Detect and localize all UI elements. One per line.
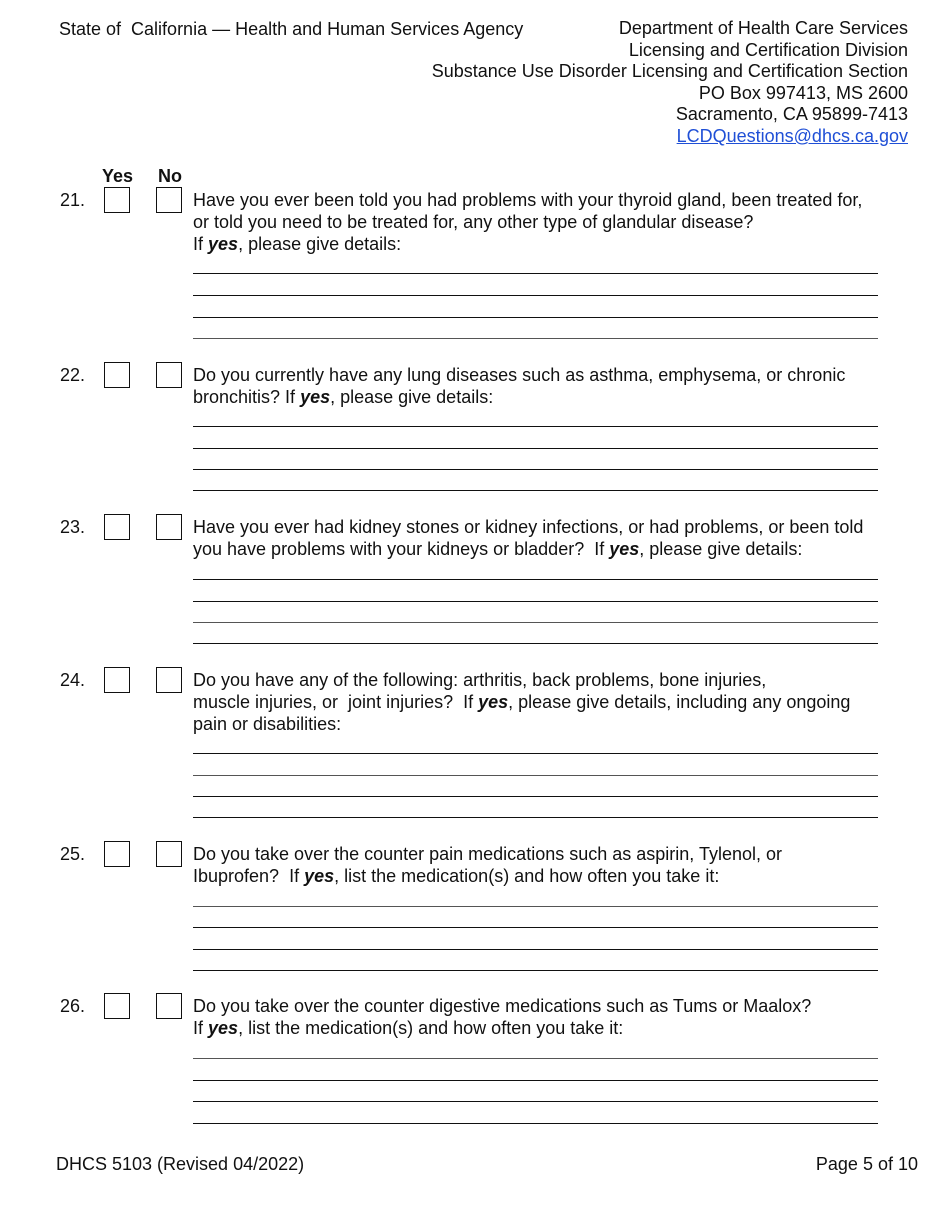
text-segment: , please give details:	[639, 539, 803, 559]
answer-line[interactable]	[193, 426, 878, 427]
yes-emphasis: yes	[304, 866, 335, 886]
text-segment: Have you ever had kidney stones or kidney infections, or had problems, or been told	[193, 517, 864, 537]
answer-line[interactable]	[193, 338, 878, 339]
no-checkbox[interactable]	[156, 514, 182, 540]
yes-column-heading: Yes	[102, 166, 134, 186]
agency-title: State of California — Health and Human Services Agency	[59, 19, 524, 39]
text-segment: Do you take over the counter digestive medications such as Tums or Maalox?	[193, 996, 812, 1016]
no-checkbox[interactable]	[156, 993, 182, 1019]
yes-emphasis: yes	[609, 539, 640, 559]
text-segment: or told you need to be treated for, any other type of glandular disease?	[193, 212, 754, 232]
answer-line[interactable]	[193, 906, 878, 907]
answer-line[interactable]	[193, 1101, 878, 1102]
text-segment: Do you have any of the following: arthritis, back problems, bone injuries,	[193, 670, 767, 690]
question-text	[193, 189, 893, 255]
yes-emphasis: yes	[208, 234, 239, 254]
question-text-line	[193, 713, 893, 735]
yes-emphasis: yes	[300, 387, 331, 407]
question-text-line	[193, 211, 893, 233]
question-text	[193, 364, 893, 408]
no-checkbox[interactable]	[156, 187, 182, 213]
text-segment: , please give details:	[238, 234, 402, 254]
question-text-line	[193, 538, 893, 560]
text-segment: Have you ever been told you had problems with your thyroid gland, been treated for,	[193, 190, 863, 210]
question-number: 23.	[60, 517, 86, 537]
yes-checkbox[interactable]	[104, 187, 130, 213]
question-text-line	[193, 691, 893, 713]
po-box: PO Box 997413, MS 2600	[698, 82, 908, 103]
question-text-line	[193, 516, 893, 538]
department-name: Department of Health Care Services	[618, 18, 908, 38]
question-text-line	[193, 386, 893, 408]
yes-emphasis: yes	[208, 1018, 239, 1038]
question-number: 22.	[60, 365, 86, 385]
answer-line[interactable]	[193, 490, 878, 491]
question-number: 21.	[60, 190, 86, 210]
text-segment: If	[193, 1018, 209, 1038]
text-segment: , please give details, including any ongoing	[508, 692, 851, 712]
department-address-block	[432, 18, 908, 148]
answer-line[interactable]	[193, 579, 878, 580]
answer-line[interactable]	[193, 469, 878, 470]
question-text-line	[193, 1017, 893, 1039]
question-text	[193, 669, 893, 735]
form-id: DHCS 5103 (Revised 04/2022)	[56, 1154, 305, 1174]
answer-line[interactable]	[193, 273, 878, 274]
question-text-line	[193, 843, 893, 865]
question-text	[193, 516, 893, 560]
no-checkbox[interactable]	[156, 667, 182, 693]
answer-line[interactable]	[193, 643, 878, 644]
text-segment: bronchitis? If	[193, 387, 301, 407]
question-number: 26.	[60, 996, 86, 1016]
question-text-line	[193, 189, 893, 211]
yes-checkbox[interactable]	[104, 841, 130, 867]
answer-line[interactable]	[193, 775, 878, 776]
question-number: 25.	[60, 844, 86, 864]
answer-line[interactable]	[193, 317, 878, 318]
question-text-line	[193, 995, 893, 1017]
text-segment: , please give details:	[330, 387, 494, 407]
yes-checkbox[interactable]	[104, 514, 130, 540]
question-text-line	[193, 865, 893, 887]
text-segment: pain or disabilities:	[193, 714, 342, 734]
no-column-heading: No	[158, 166, 182, 186]
question-number: 24.	[60, 670, 86, 690]
answer-line[interactable]	[193, 927, 878, 928]
question-text	[193, 995, 893, 1039]
page-number: Page 5 of 10	[815, 1154, 918, 1174]
no-checkbox[interactable]	[156, 841, 182, 867]
question-text-line	[193, 364, 893, 386]
answer-line[interactable]	[193, 448, 878, 449]
text-segment: Do you take over the counter pain medications such as aspirin, Tylenol, or	[193, 844, 782, 864]
answer-line[interactable]	[193, 796, 878, 797]
division-name: Licensing and Certification Division	[628, 39, 908, 60]
no-checkbox[interactable]	[156, 362, 182, 388]
text-segment: If	[193, 234, 209, 254]
answer-line[interactable]	[193, 949, 878, 950]
text-segment: Do you currently have any lung diseases such as asthma, emphysema, or chronic	[193, 365, 846, 385]
question-text-line	[193, 233, 893, 255]
section-name: Substance Use Disorder Licensing and Certification Section	[431, 61, 908, 82]
text-segment: muscle injuries, or joint injuries? If	[193, 692, 479, 712]
answer-line[interactable]	[193, 1080, 878, 1081]
yes-checkbox[interactable]	[104, 362, 130, 388]
yes-emphasis: yes	[478, 692, 509, 712]
question-text-line	[193, 669, 893, 691]
answer-line[interactable]	[193, 1123, 878, 1124]
answer-line[interactable]	[193, 753, 878, 754]
yes-checkbox[interactable]	[104, 667, 130, 693]
answer-line[interactable]	[193, 1058, 878, 1059]
answer-line[interactable]	[193, 601, 878, 602]
answer-line[interactable]	[193, 817, 878, 818]
answer-line[interactable]	[193, 970, 878, 971]
answer-line[interactable]	[193, 295, 878, 296]
contact-email-link[interactable]: LCDQuestions@dhcs.ca.gov	[676, 125, 908, 146]
city-state-zip: Sacramento, CA 95899-7413	[675, 104, 908, 125]
question-text	[193, 843, 893, 887]
text-segment: you have problems with your kidneys or bladder? If	[193, 539, 610, 559]
text-segment: , list the medication(s) and how often you take it:	[334, 866, 720, 886]
text-segment: , list the medication(s) and how often you take it:	[238, 1018, 624, 1038]
answer-line[interactable]	[193, 622, 878, 623]
text-segment: Ibuprofen? If	[193, 866, 305, 886]
yes-checkbox[interactable]	[104, 993, 130, 1019]
